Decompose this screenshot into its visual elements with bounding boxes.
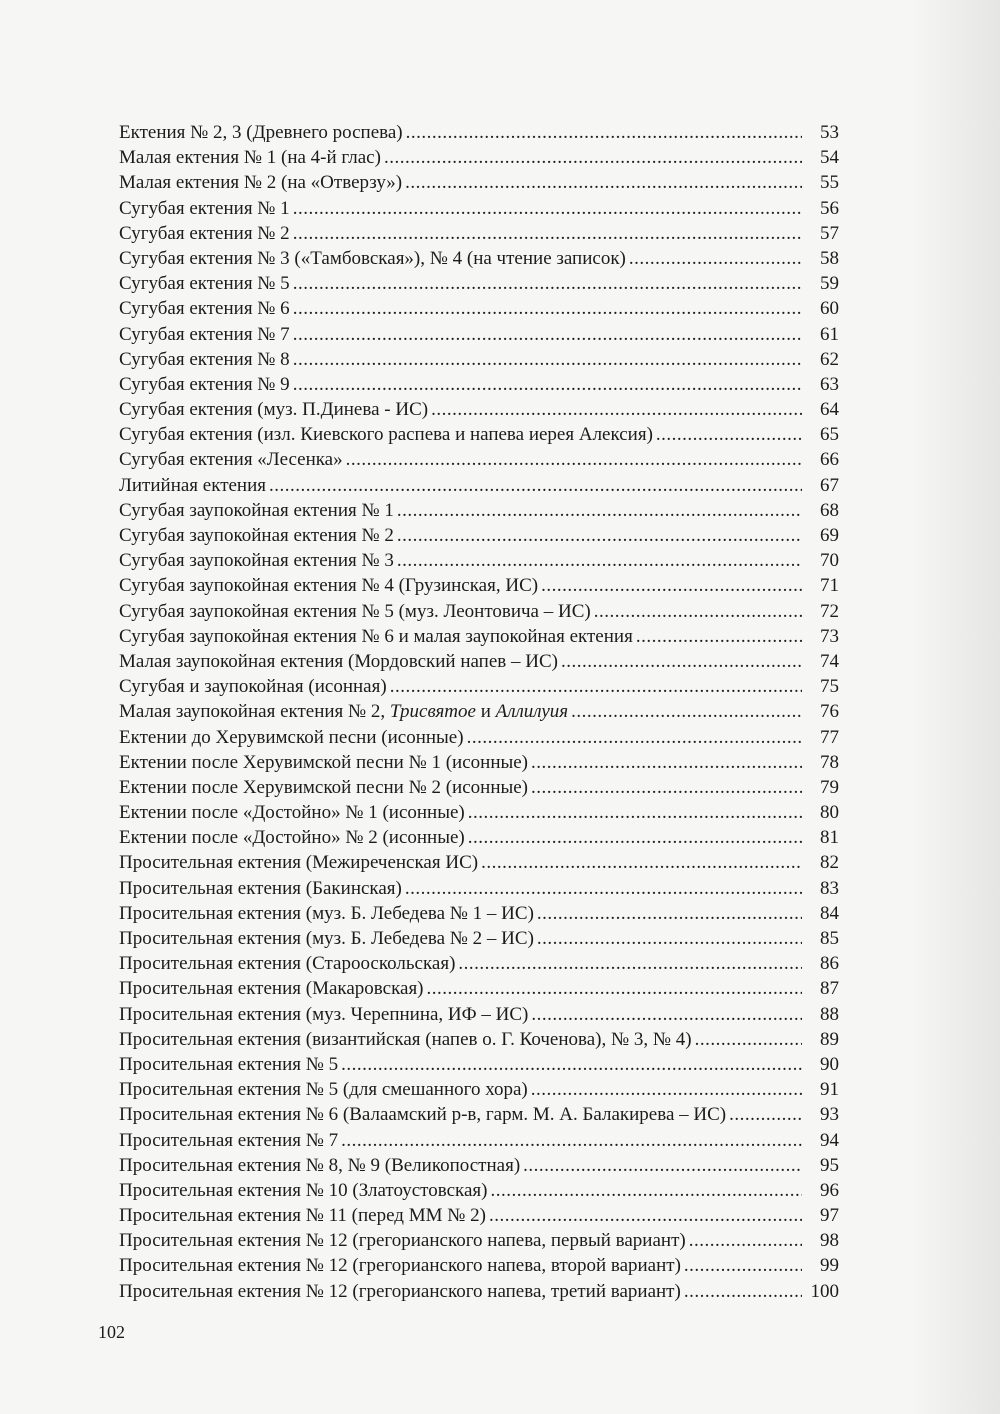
leader-dots <box>397 498 802 523</box>
toc-entry-title: Просительная ектения (Бакинская) <box>119 877 402 899</box>
leader-dots <box>341 1052 802 1077</box>
toc-entry-page: 85 <box>820 928 839 949</box>
toc-entry-title: Сугубая и заупокойная (исонная) <box>119 676 387 698</box>
leader-dots <box>531 1002 802 1027</box>
toc-entry <box>119 1253 839 1278</box>
toc-entry <box>119 573 839 598</box>
toc-entry-page: 86 <box>820 953 839 975</box>
toc-entry <box>119 1178 839 1203</box>
leader-dots <box>571 699 802 724</box>
toc-entry <box>119 775 839 800</box>
toc-entry-page: 59 <box>820 273 839 295</box>
toc-entry <box>119 347 839 372</box>
toc-entry <box>119 1228 839 1253</box>
toc-entry-title: Просительная ектения № 11 (перед ММ № 2) <box>119 1205 486 1227</box>
toc-entry <box>119 145 839 170</box>
toc-entry-page: 95 <box>820 1154 839 1176</box>
leader-dots <box>656 422 802 447</box>
toc-entry-title: Сугубая заупокойная ектения № 6 и малая заупокойная ектения <box>119 625 633 647</box>
leader-dots <box>293 372 802 397</box>
toc-entry-title: Сугубая ектения «Лесенка» <box>119 449 343 471</box>
toc-entry-title: Сугубая ектения № 2 <box>119 222 290 244</box>
toc-entry <box>119 1153 839 1178</box>
toc-entry-page: 100 <box>810 1280 839 1302</box>
toc-entry <box>119 447 839 472</box>
toc-entry-title: Просительная ектения № 8, № 9 (Великопостная) <box>119 1154 521 1176</box>
toc-entry-page: 53 <box>820 122 839 143</box>
toc-entry <box>119 926 839 951</box>
toc-entry-page: 69 <box>820 525 839 546</box>
toc-entry-page: 68 <box>820 499 839 521</box>
toc-entry <box>119 1279 839 1304</box>
toc-entry-title: Просительная ектения № 12 (грегорианского напева, третий вариант) <box>119 1280 681 1302</box>
leader-dots <box>684 1253 802 1278</box>
leader-dots <box>293 296 802 321</box>
toc-entry-page: 98 <box>820 1230 839 1252</box>
toc-entry <box>119 221 839 246</box>
toc-entry <box>119 901 839 926</box>
toc-entry-title: Просительная ектения № 12 (грегорианского напева, второй вариант) <box>119 1255 681 1277</box>
toc-entry <box>119 246 839 271</box>
toc-entry <box>119 850 839 875</box>
toc-entry-page: 81 <box>820 827 839 849</box>
leader-dots <box>541 573 802 598</box>
toc-entry <box>119 498 839 523</box>
toc-entry-page: 56 <box>820 197 839 219</box>
toc-entry-page: 91 <box>820 1079 839 1101</box>
leader-dots <box>458 951 802 976</box>
toc-entry-page: 84 <box>820 902 839 924</box>
toc-entry <box>119 1077 839 1102</box>
toc-entry <box>119 196 839 221</box>
leader-dots <box>405 170 802 195</box>
page-edge-shadow <box>910 0 1000 1414</box>
leader-dots <box>537 926 802 951</box>
leader-dots <box>405 876 802 901</box>
leader-dots <box>629 246 802 271</box>
leader-dots <box>293 347 802 372</box>
toc-entry-page: 76 <box>820 701 839 723</box>
toc-entry-title: Ектении после «Достойно» № 1 (исонные) <box>119 802 465 824</box>
toc-entry-page: 54 <box>820 147 839 169</box>
toc-entry-title: Сугубая ектения № 6 <box>119 298 290 320</box>
toc-entry-page: 73 <box>820 625 839 647</box>
toc-entry-page: 79 <box>820 776 839 798</box>
leader-dots <box>293 271 802 296</box>
leader-dots <box>537 901 802 926</box>
leader-dots <box>427 976 802 1001</box>
leader-dots <box>531 775 802 800</box>
toc-entry <box>119 976 839 1001</box>
toc-entry <box>119 649 839 674</box>
leader-dots <box>695 1027 802 1052</box>
toc-entry-page: 88 <box>820 1003 839 1025</box>
toc-entry <box>119 1128 839 1153</box>
toc-entry <box>119 397 839 422</box>
leader-dots <box>468 800 802 825</box>
leader-dots <box>293 221 802 246</box>
toc-entry-title: Ектении до Херувимской песни (исонные) <box>119 726 464 748</box>
leader-dots <box>346 447 802 472</box>
toc-entry-title: Сугубая заупокойная ектения № 2 <box>119 525 394 546</box>
leader-dots <box>431 397 802 422</box>
page-number: 102 <box>98 1322 125 1342</box>
toc-entry-title: Ектения № 2, 3 (Древнего роспева) <box>119 122 403 143</box>
toc-entry-title: Сугубая ектения (изл. Киевского распева и напева иерея Алексия) <box>119 424 653 446</box>
toc-entry-title: Просительная ектения (Макаровская) <box>119 978 424 1000</box>
toc-entry-title: Просительная ектения (Старооскольская) <box>119 953 456 975</box>
toc-entry <box>119 624 839 649</box>
leader-dots <box>293 322 802 347</box>
toc-entry-title: Малая заупокойная ектения (Мордовский напев – ИС) <box>119 650 558 672</box>
toc-entry-title: Сугубая заупокойная ектения № 5 (муз. Леонтовича – ИС) <box>119 600 591 622</box>
toc-entry <box>119 120 839 145</box>
toc-entry-page: 63 <box>820 373 839 395</box>
leader-dots <box>523 1153 802 1178</box>
leader-dots <box>594 599 802 624</box>
toc-entry <box>119 523 839 548</box>
toc-entry-page: 75 <box>820 676 839 698</box>
leader-dots <box>489 1203 802 1228</box>
toc-entry-page: 60 <box>820 298 839 320</box>
toc-entry-page: 67 <box>820 474 839 496</box>
toc-entry <box>119 750 839 775</box>
toc-entry-title: Малая ектения № 1 (на 4-й глас) <box>119 147 381 169</box>
toc-entry <box>119 422 839 447</box>
leader-dots <box>397 548 802 573</box>
leader-dots <box>293 196 802 221</box>
toc-entry <box>119 372 839 397</box>
leader-dots <box>531 750 802 775</box>
toc-entry-title: Просительная ектения № 5 (для смешанного хора) <box>119 1079 528 1101</box>
toc-entry-page: 89 <box>820 1028 839 1050</box>
toc-entry-title: Сугубая заупокойная ектения № 3 <box>119 550 394 572</box>
toc-entry-title: Просительная ектения № 7 <box>119 1129 339 1151</box>
toc-entry <box>119 674 839 699</box>
toc-entry-title: Сугубая ектения № 8 <box>119 348 290 370</box>
toc-entry-page: 80 <box>820 802 839 824</box>
toc-entry-title: Литийная ектения <box>119 474 267 496</box>
toc-entry-title: Сугубая заупокойная ектения № 4 (Грузинская, ИС) <box>119 575 539 597</box>
toc-entry-page: 70 <box>820 550 839 572</box>
toc-entry-page: 65 <box>820 424 839 446</box>
toc-entry-title: Просительная ектения № 6 (Валаамский р-в, гарм. М. А. Балакирева – ИС) <box>119 1104 727 1126</box>
toc-entry-page: 74 <box>820 650 839 672</box>
toc-entry <box>119 1027 839 1052</box>
toc-entry-title: Малая заупокойная ектения № 2, Трисвятое и Аллилуия <box>119 701 569 723</box>
toc-entry <box>119 1002 839 1027</box>
leader-dots <box>384 145 802 170</box>
toc-entry <box>119 599 839 624</box>
toc-entry-page: 71 <box>820 575 839 597</box>
toc-entry <box>119 800 839 825</box>
toc-entry-page: 90 <box>820 1053 839 1075</box>
toc-entry-title: Сугубая ектения № 9 <box>119 373 290 395</box>
toc-entry-title: Просительная ектения (Межиреченская ИС) <box>119 852 479 874</box>
leader-dots <box>490 1178 802 1203</box>
toc-entry-page: 57 <box>820 222 839 244</box>
toc-entry <box>119 296 839 321</box>
toc-entry-page: 62 <box>820 348 839 370</box>
toc-entry <box>119 473 839 498</box>
toc-entry <box>119 1102 839 1127</box>
toc-entry-title: Сугубая заупокойная ектения № 1 <box>119 499 394 521</box>
toc-entry <box>119 1052 839 1077</box>
leader-dots <box>729 1102 802 1127</box>
toc-entry-title: Ектении после Херувимской песни № 2 (исонные) <box>119 776 529 798</box>
toc-entry <box>119 699 839 724</box>
toc-entry-title: Просительная ектения (византийская (напев о. Г. Коченова), № 3, № 4) <box>119 1028 692 1050</box>
leader-dots <box>467 725 802 750</box>
toc-entry <box>119 725 839 750</box>
toc-entry-page: 58 <box>820 247 839 269</box>
toc-entry-page: 83 <box>820 877 839 899</box>
leader-dots <box>406 120 802 145</box>
toc-entry-title: Просительная ектения № 5 <box>119 1053 339 1075</box>
table-of-contents <box>119 120 839 1304</box>
toc-entry-page: 99 <box>820 1255 839 1277</box>
toc-entry-title: Малая ектения № 2 (на «Отверзу») <box>119 172 403 194</box>
toc-entry-page: 55 <box>820 172 839 194</box>
toc-entry-page: 93 <box>820 1104 839 1126</box>
toc-entry-page: 61 <box>820 323 839 345</box>
toc-entry-title: Ектении после Херувимской песни № 1 (исонные) <box>119 751 529 773</box>
toc-entry-title: Сугубая ектения № 7 <box>119 323 290 345</box>
toc-entry-page: 64 <box>820 399 839 421</box>
leader-dots <box>269 473 802 498</box>
toc-entry <box>119 271 839 296</box>
toc-entry-page: 96 <box>820 1179 839 1201</box>
leader-dots <box>561 649 802 674</box>
toc-entry-page: 97 <box>820 1205 839 1227</box>
toc-entry <box>119 1203 839 1228</box>
toc-entry-page: 94 <box>820 1129 839 1151</box>
toc-entry-title: Сугубая ектения № 1 <box>119 197 290 219</box>
leader-dots <box>531 1077 802 1102</box>
leader-dots <box>481 850 802 875</box>
toc-entry-page: 72 <box>820 600 839 622</box>
leader-dots <box>636 624 802 649</box>
toc-entry-title: Просительная ектения (муз. Б. Лебедева № 1 – ИС) <box>119 902 534 924</box>
toc-entry-title: Просительная ектения № 12 (грегорианского напева, первый вариант) <box>119 1230 686 1252</box>
toc-entry <box>119 322 839 347</box>
toc-entry-title: Просительная ектения (муз. Черепнина, ИФ – ИС) <box>119 1003 529 1025</box>
leader-dots <box>468 825 802 850</box>
toc-entry-title: Ектении после «Достойно» № 2 (исонные) <box>119 827 465 849</box>
toc-entry-page: 82 <box>820 852 839 874</box>
leader-dots <box>390 674 802 699</box>
toc-entry-title: Просительная ектения № 10 (Златоустовская) <box>119 1179 488 1201</box>
toc-entry-title: Сугубая ектения № 3 («Тамбовская»), № 4 (на чтение записок) <box>119 247 626 269</box>
leader-dots <box>397 523 802 548</box>
toc-entry-title: Сугубая ектения № 5 <box>119 273 290 295</box>
toc-entry <box>119 170 839 195</box>
leader-dots <box>689 1228 802 1253</box>
toc-entry <box>119 876 839 901</box>
toc-entry <box>119 825 839 850</box>
leader-dots <box>684 1279 802 1304</box>
toc-entry-page: 87 <box>820 978 839 1000</box>
leader-dots <box>341 1128 802 1153</box>
toc-entry <box>119 951 839 976</box>
toc-entry-title: Просительная ектения (муз. Б. Лебедева № 2 – ИС) <box>119 928 534 949</box>
toc-entry-title: Сугубая ектения (муз. П.Динева - ИС) <box>119 399 429 421</box>
toc-entry-page: 66 <box>820 449 839 471</box>
toc-entry-page: 77 <box>820 726 839 748</box>
toc-entry-page: 78 <box>820 751 839 773</box>
toc-entry <box>119 548 839 573</box>
